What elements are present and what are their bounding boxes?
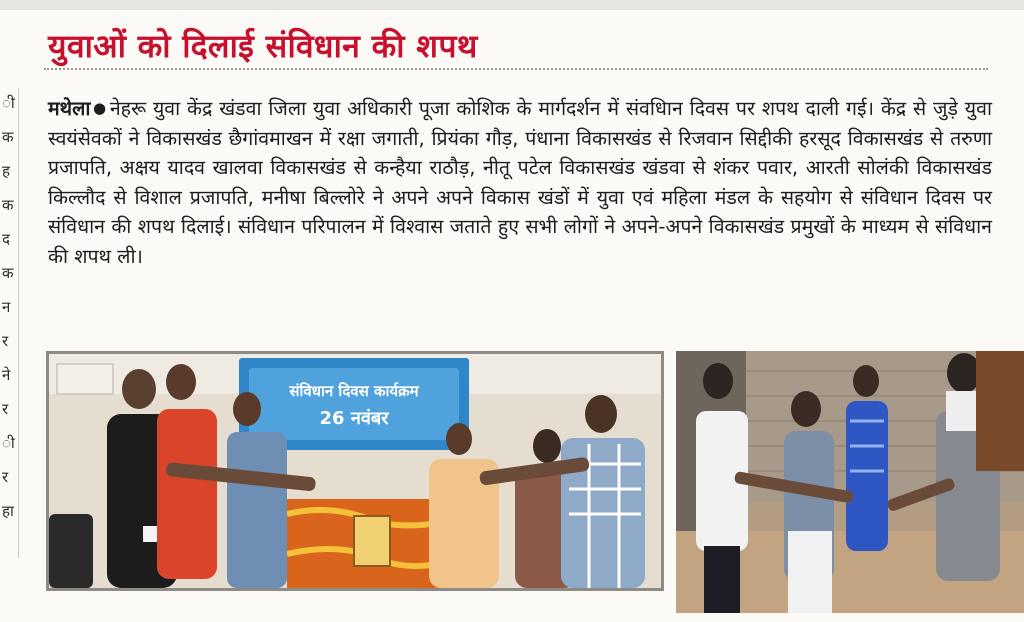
column-fragment-char: ी bbox=[2, 434, 15, 452]
column-fragment-char: र bbox=[2, 400, 9, 418]
column-fragment-char: क bbox=[2, 264, 14, 282]
column-fragment-char: ह bbox=[2, 162, 10, 180]
column-fragment-char: र bbox=[2, 332, 9, 350]
column-fragment-char: ने bbox=[2, 366, 11, 384]
banner-line1: संविधान दिवस कार्यक्रम bbox=[289, 382, 419, 400]
dotted-divider bbox=[44, 68, 988, 70]
column-fragment-char: र bbox=[2, 468, 9, 486]
indoor-photo-illustration bbox=[49, 354, 661, 588]
event-photo-indoor bbox=[46, 351, 664, 591]
article-headline: युवाओं को दिलाई संविधान की शपथ bbox=[48, 27, 478, 65]
banner-line2: 26 नवंबर bbox=[319, 408, 389, 429]
column-fragment-char: ी bbox=[2, 94, 15, 112]
column-fragment-char: न bbox=[2, 298, 11, 316]
column-fragment-char: हा bbox=[2, 502, 14, 520]
article-text: नेहरू युवा केंद्र खंडवा जिला युवा अधिकारी पूजा कोशिक के मार्गदर्शन में संवधिान दिवस पर शपथ दाली गई। केंद्र से जुड़े युवा स्वयंसेवकों ने विकासखंड छैगांवमाखन में रक्षा जगाती, प्रियंका गौड़, पंधाना विकासखंड से रिजवान सिद्दीकी हरसूद विकासखंड से तरुणा प्रजापति, अक्षय यादव खालवा विकासखंड से कन्हैया राठौड़, नीतू पटेल विकासखंड खंडवा से शंकर पवार, आरती सोलंकी विकासखंड किल्लौद से विशाल प्रजापति, मनीषा बिल्लोरे ने अपने अपने विकास खंडों में युवा एवं महिला मंडल के सहयोग से संविधान दिवस पर संविधान की शपथ दिलाई। संविधान परिपालन में विश्वास जताते हुए सभी लोगों ने अपने-अपने विकासखंड प्रमुखों के माध्यम से संविधान की शपथ ली। bbox=[48, 97, 992, 268]
column-fragment-char: क bbox=[2, 128, 14, 146]
dateline: मथेला bbox=[48, 97, 91, 120]
article-body bbox=[48, 94, 992, 272]
outdoor-photo-illustration bbox=[676, 351, 1024, 613]
column-fragment-char: द bbox=[2, 230, 10, 248]
event-photo-outdoor bbox=[676, 351, 1024, 613]
bullet-icon: ● bbox=[92, 99, 107, 117]
column-fragment-char: क bbox=[2, 196, 14, 214]
previous-article-strip bbox=[0, 0, 1024, 10]
adjacent-column-fragment bbox=[0, 88, 19, 558]
